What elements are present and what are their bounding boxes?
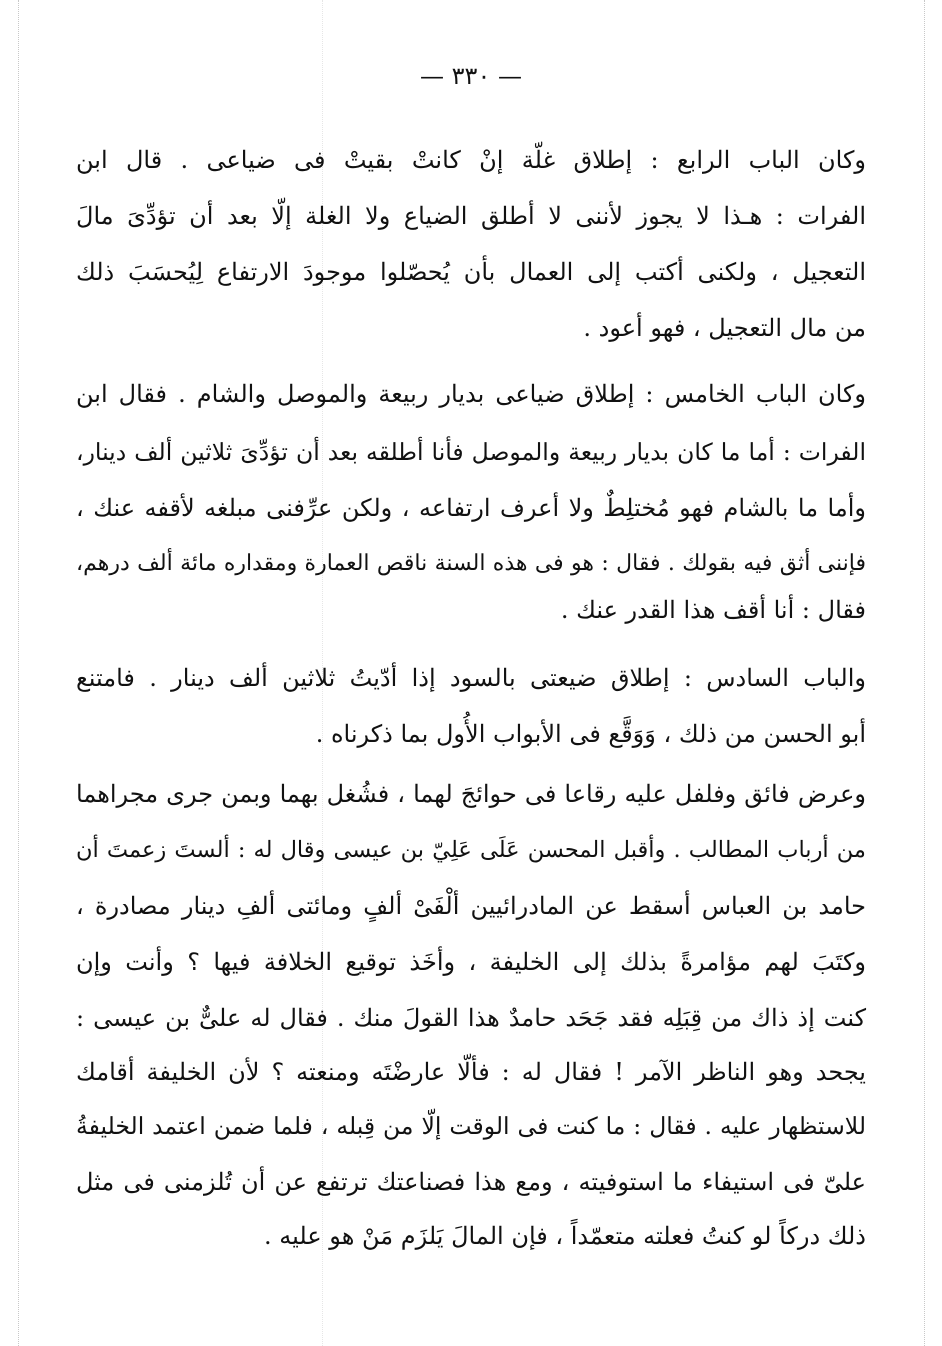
paragraph-2-line-2: الفرات : أما ما كان بديار ربيعة والموصل فأنا أطلقه بعد أن تؤدِّىَ ثلاثين ألف دينار،: [76, 438, 866, 466]
paragraph-4-line-8: علىّ فى استيفاء ما استوفيته ، ومع هذا فصناعتك ترتفع عن أن تُلزمنى فى مثل: [76, 1168, 866, 1196]
paragraph-1-line-3: التعجيل ، ولكنى أكتب إلى العمال بأن يُحصّلوا موجودَ الارتفاع لِيُحسَبَ ذلك: [76, 258, 866, 286]
page-number: — ٣٣٠ —: [420, 62, 522, 90]
paragraph-1-line-2: الفرات : هـذا لا يجوز لأننى لا أطلق الضياع ولا الغلة إلّا بعد أن تؤدِّىَ مالَ: [76, 202, 866, 230]
paragraph-4-line-3: حامد بن العباس أسقط عن المادرائيين ألْفَىْ ألفٍ ومائتى ألفِ دينار مصادرة ،: [76, 892, 866, 920]
paragraph-1-line-1: وكان الباب الرابع : إطلاق غلّة إنْ كانتْ بقيتْ فى ضياعى . قال ابن: [76, 146, 866, 174]
paragraph-3-line-1: والباب السادس : إطلاق ضيعتى بالسود إذا أدّيتُ ثلاثين ألف دينار . فامتنع: [76, 664, 866, 692]
paragraph-1-line-4: من مال التعجيل ، فهو أعود .: [583, 314, 866, 342]
paragraph-2-line-1: وكان الباب الخامس : إطلاق ضياعى بديار ربيعة والموصل والشام . فقال ابن: [76, 380, 866, 408]
paragraph-4-line-7: للاستظهار عليه . فقال : ما كنت فى الوقت إلّا من قِبله ، فلما ضمن اعتمد الخليفةُ: [76, 1112, 866, 1140]
paragraph-4-line-2: من أرباب المطالب . وأقبل المحسن عَلَى عَلِيّ بن عيسى وقال له : ألستَ زعمتَ أن: [76, 837, 866, 863]
scan-margin-dots-right: [924, 0, 925, 1346]
paragraph-4-line-6: يجحد وهو الناظر الآمر ! فقال له : فألّا عارضْتَه ومنعته ؟ لأن الخليفة أقامك: [76, 1058, 866, 1086]
paragraph-4-line-5: كنت إذ ذاك من قِبَلِه فقد جَحَد حامدٌ هذا القولَ منك . فقال له علىٌّ بن عيسى :: [76, 1004, 866, 1032]
paragraph-4-line-4: وكتَبَ لهم مؤامرةً بذلك إلى الخليفة ، وأخَذ توقيع الخلافة فيها ؟ وأنت وإن: [76, 948, 866, 976]
paragraph-4-line-9: ذلك دركاً لو كنتُ فعلته متعمّداً ، فإن المالَ يَلزَم مَنْ هو عليه .: [264, 1222, 866, 1250]
paragraph-4-line-1: وعرض فائق وفلفل عليه رقاعا فى حوائجَ لهما ، فشُغل بهما وبمن جرى مجراهما: [76, 780, 866, 808]
paragraph-2-line-4: فإننى أثق فيه بقولك . فقال : هو فى هذه السنة ناقص العمارة ومقداره مائة ألف درهم،: [76, 551, 866, 576]
paragraph-2-line-5: فقال : أنا أقف هذا القدر عنك .: [560, 596, 866, 624]
scan-margin-dots-left: [18, 0, 19, 1346]
paragraph-2-line-3: وأما ما بالشام فهو مُختلِطٌ ولا أعرف ارتفاعه ، ولكن عرِّفنى مبلغه لأقفه عنك ،: [76, 494, 866, 522]
paragraph-3-line-2: أبو الحسن من ذلك ، وَوَقَّع فى الأبواب الأُول بما ذكرناه .: [315, 720, 866, 748]
